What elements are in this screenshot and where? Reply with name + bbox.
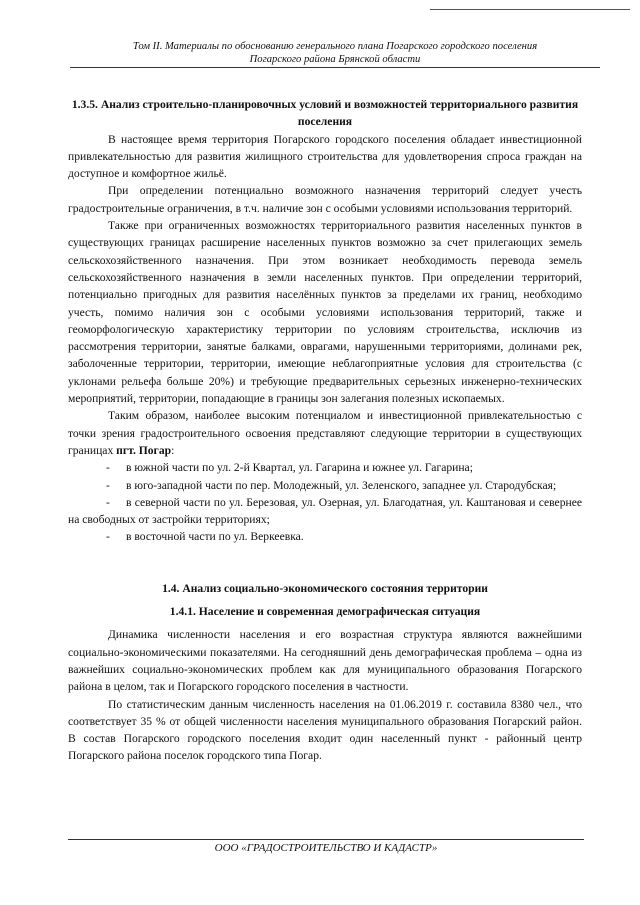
list-item-text: в северной части по ул. Березовая, ул. Озерная, ул. Благодатная, ул. Каштановая и севернее на свободных от застройки территориях;: [68, 495, 582, 527]
footer-rule: [68, 839, 584, 840]
list-item-text: в южной части по ул. 2-й Квартал, ул. Гагарина и южнее ул. Гагарина;: [126, 461, 473, 475]
list-dash: -: [106, 478, 110, 492]
running-footer: ООО «ГРАДОСТРОИТЕЛЬСТВО И КАДАСТР»: [214, 842, 438, 854]
paragraph-tail: :: [171, 443, 175, 457]
list-dash: -: [106, 461, 110, 475]
list-item-text: в юго-западной части по пер. Молодежный, ул. Зеленского, западнее ул. Стародубская;: [126, 478, 557, 492]
main-content: [68, 96, 582, 765]
list-dash: -: [106, 495, 110, 509]
paragraph: В настоящее время территория Погарского городского поселения обладает инвестиционной привлекательностью для развития жилищного строительства для удовлетворения спроса граждан на доступное и комфортное жильё.: [68, 132, 582, 181]
paragraph: По статистическим данным численность населения на 01.06.2019 г. составила 8380 чел., что соответствует 35 % от общей численности населения муниципального образования Погарский район. В состав Погарского городского поселения входит один населенный пункт - районный центр Погарского района поселок городского типа Погар.: [68, 697, 582, 763]
section-1-4-title: 1.4. Анализ социально-экономического состояния территории: [162, 581, 488, 595]
header-rule: [70, 67, 600, 68]
section-1-3-5-title: 1.3.5. Анализ строительно-планировочных условий и возможностей территориального развития поселения: [71, 98, 579, 129]
list-item: [68, 528, 582, 545]
section-1-4-1-title: 1.4.1. Население и современная демографическая ситуация: [169, 605, 481, 619]
list-item: [68, 494, 582, 529]
top-scan-line: [430, 9, 630, 10]
paragraph: Динамика численности населения и его возрастная структура являются важнейшими социально-экономическими показателями. На сегодняшний день демографическая проблема – одна из важнейших социально-экономических проблем как для муниципального образования Погарского района в целом, так и Погарского городского поселения в частности.: [68, 628, 582, 694]
paragraph: При определении потенциально возможного назначения территорий следует учесть градостроительные ограничения, в т.ч. наличие зон с особыми условиями использования территорий.: [68, 184, 582, 215]
paragraph: Также при ограниченных возможностях территориального развития населенных пунктов в существующих границах расширение населенных пунктов возможно за счет прилегающих земель сельскохозяйственного назначения. При этом возникает необходимость перевода земель сельскохозяйственного назначения в земли населенных пунктов. При определении территорий, потенциально пригодных для развития населённых пунктов за пределами их границ, необходимо учесть, помимо наличия зон с особыми условиями использования территорий, также и геоморфологическую характеристику территории по условиям строительства, исключив из рассмотрения территории, занятые балками, оврагами, нарушенными территориями, долинами рек, заболоченные территории, территории, имеющие неблагоприятные условия для строительства (с уклонами рельефа больше 20%) и требующие предварительных серьезных инженерно-технических мероприятий, территории, попадающие в границы зон залегания полезных ископаемых.: [68, 219, 582, 406]
list-item: [68, 477, 582, 494]
header-line-1: Том II. Материалы по обоснованию генерального плана Погарского городского поселения: [132, 41, 538, 52]
settlement-name: пгт. Погар: [116, 443, 172, 457]
paragraph-text: Таким образом, наиболее высоким потенциалом и инвестиционной привлекательностью с точки зрения градостроительного освоения представляют следующие территории в существующих границах: [68, 409, 582, 457]
list-item-text: в восточной части по ул. Веркеевка.: [126, 530, 304, 544]
running-header: [70, 40, 600, 66]
list-item: [68, 459, 582, 476]
header-line-2: Погарского района Брянской области: [249, 54, 421, 65]
paragraph-with-bold: [68, 407, 582, 459]
list-dash: -: [106, 530, 110, 544]
